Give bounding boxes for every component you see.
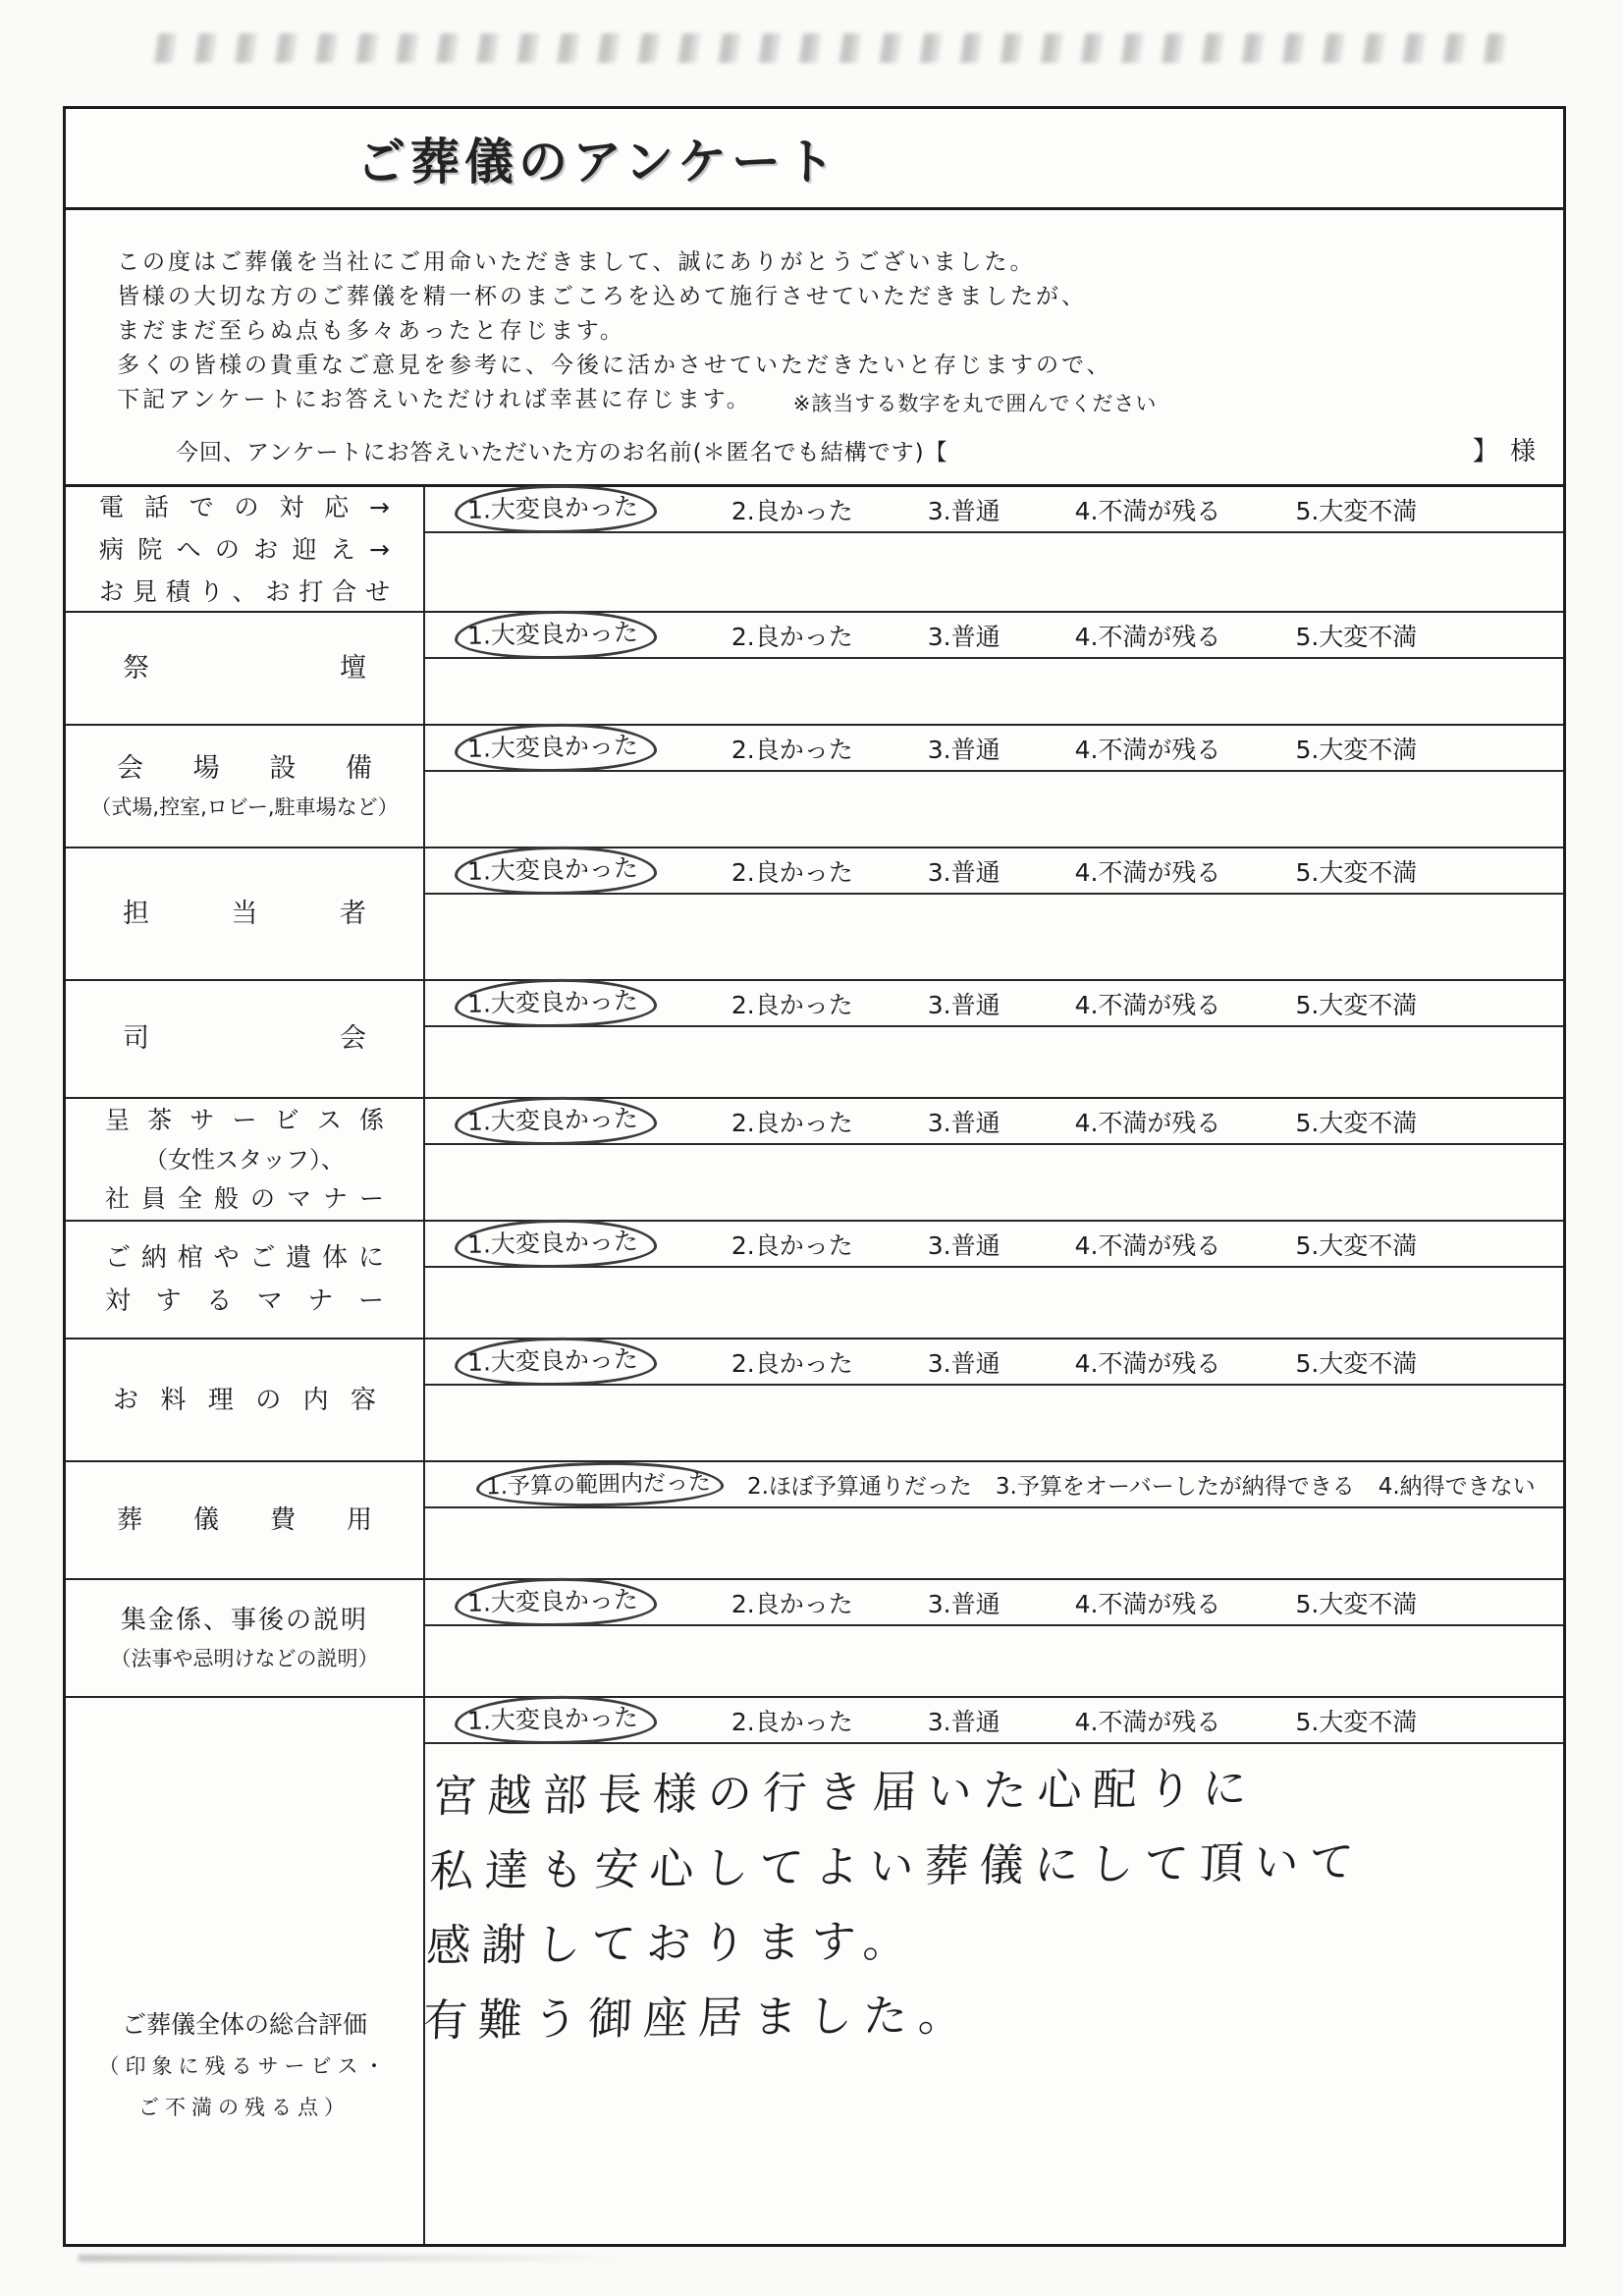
row-label: 電話での対応→ bbox=[99, 492, 390, 521]
option-2[interactable]: 2.良かった bbox=[730, 735, 853, 764]
option-3[interactable]: 3.普通 bbox=[927, 1108, 1001, 1137]
comment-space bbox=[425, 1508, 1563, 1578]
option-1-circled[interactable]: 1.大変良かった bbox=[455, 722, 658, 774]
comment-space bbox=[425, 659, 1563, 724]
row-label: 集金係、事後の説明 bbox=[120, 1606, 368, 1635]
option-2[interactable]: 2.良かった bbox=[730, 1230, 853, 1260]
survey-row-staff-in-charge bbox=[66, 848, 1563, 981]
option-1-circled[interactable]: 1.大変良かった bbox=[455, 1576, 658, 1628]
option-1-circled[interactable]: 1.大変良かった bbox=[455, 1218, 658, 1270]
option-4[interactable]: 4.不満が残る bbox=[1074, 496, 1221, 525]
row-label: お料理の内容 bbox=[113, 1385, 376, 1415]
survey-row-followup-explanation bbox=[66, 1580, 1563, 1698]
survey-row-mc bbox=[66, 981, 1563, 1099]
comment-space bbox=[425, 533, 1563, 611]
option-3[interactable]: 3.普通 bbox=[927, 1589, 1001, 1618]
budget-options bbox=[425, 1462, 1563, 1508]
row-label: （女性スタッフ）、 bbox=[144, 1145, 345, 1174]
handwritten-comment bbox=[412, 1732, 1563, 2058]
option-5[interactable]: 5.大変不満 bbox=[1295, 990, 1418, 1019]
rating-options bbox=[425, 726, 1563, 772]
option-2[interactable]: 2.良かった bbox=[730, 1707, 853, 1736]
option-5[interactable]: 5.大変不満 bbox=[1295, 1707, 1418, 1736]
option-2[interactable]: 2.良かった bbox=[730, 1348, 853, 1378]
page-title: ご葬儀のアンケート bbox=[356, 134, 839, 191]
comment-space bbox=[425, 1027, 1563, 1097]
survey-row-overall-evaluation bbox=[66, 1698, 1563, 2244]
option-3[interactable]: 3.普通 bbox=[927, 1707, 1001, 1736]
option-1-circled[interactable]: 1.大変良かった bbox=[455, 1336, 658, 1388]
option-2[interactable]: 2.良かった bbox=[730, 990, 853, 1019]
handwritten-comment-line: 感謝しております。 bbox=[425, 1914, 919, 1973]
handwritten-comment-line: 宮越部長様の行き届いた心配りに bbox=[431, 1762, 1259, 1823]
name-honorific-suffix: 】 様 bbox=[1472, 437, 1538, 466]
form-header bbox=[66, 109, 1563, 210]
option-2[interactable]: 2.良かった bbox=[730, 1589, 853, 1618]
survey-row-casketing-manners bbox=[66, 1222, 1563, 1339]
intro-text: 下記アンケートにお答えいただければ幸甚に存じます。 bbox=[117, 387, 752, 412]
rating-options bbox=[425, 1099, 1563, 1145]
survey-row-funeral-cost bbox=[66, 1462, 1563, 1580]
option-5[interactable]: 5.大変不満 bbox=[1295, 857, 1418, 887]
intro-text: この度はご葬儀を当社にご用命いただきまして、誠にありがとうございました。 bbox=[117, 249, 1036, 275]
row-label: 担当者 bbox=[123, 898, 366, 929]
option-1-circled[interactable]: 1.大変良かった bbox=[455, 1694, 658, 1746]
option-1-circled[interactable]: 1.大変良かった bbox=[455, 1095, 658, 1147]
rating-options bbox=[425, 1339, 1563, 1386]
intro-text: まだまだ至らぬ点も多々あったと存じます。 bbox=[117, 318, 625, 344]
option-4[interactable]: 4.不満が残る bbox=[1074, 1348, 1221, 1378]
option-4[interactable]: 4.不満が残る bbox=[1074, 857, 1221, 887]
row-label: 葬儀費用 bbox=[117, 1505, 372, 1535]
comment-space bbox=[425, 772, 1563, 847]
scan-edge-artifact bbox=[79, 2255, 628, 2262]
option-1-circled[interactable]: 1.大変良かった bbox=[455, 609, 658, 661]
survey-row-tea-service bbox=[66, 1099, 1563, 1222]
option-5[interactable]: 5.大変不満 bbox=[1295, 1230, 1418, 1260]
option-1-circled[interactable]: 1.大変良かった bbox=[455, 977, 658, 1029]
row-sublabel: （式場,控室,ロビー,駐車場など） bbox=[90, 794, 399, 819]
respondent-name-line bbox=[117, 431, 1543, 467]
option-3[interactable]: 3.普通 bbox=[927, 857, 1001, 887]
option-2[interactable]: 2.良かった bbox=[730, 1108, 853, 1137]
option-2[interactable]: 2.ほぼ予算通りだった bbox=[746, 1474, 972, 1500]
option-5[interactable]: 5.大変不満 bbox=[1295, 1348, 1418, 1378]
comment-space bbox=[425, 1626, 1563, 1696]
comment-space bbox=[425, 895, 1563, 979]
row-label: 病院へのお迎え→ bbox=[99, 534, 390, 564]
option-2[interactable]: 2.良かった bbox=[730, 857, 853, 887]
survey-row-food bbox=[66, 1339, 1563, 1462]
row-label: 呈茶サービス係 bbox=[105, 1105, 384, 1134]
name-prompt-label: 今回、アンケートにお答えいただいた方のお名前(＊匿名でも結構です)【 bbox=[176, 440, 948, 465]
option-5[interactable]: 5.大変不満 bbox=[1295, 1108, 1418, 1137]
circle-instruction-note: ※該当する数字を丸で囲んでください bbox=[792, 392, 1158, 415]
option-4[interactable]: 4.不満が残る bbox=[1074, 1589, 1221, 1618]
rating-options bbox=[425, 848, 1563, 895]
option-4[interactable]: 4.納得できない bbox=[1378, 1474, 1536, 1500]
option-3[interactable]: 3.普通 bbox=[927, 735, 1001, 764]
option-3[interactable]: 3.普通 bbox=[927, 990, 1001, 1019]
rating-options bbox=[425, 487, 1563, 533]
intro-section bbox=[66, 210, 1563, 487]
option-3[interactable]: 3.普通 bbox=[927, 496, 1001, 525]
option-4[interactable]: 4.不満が残る bbox=[1074, 735, 1221, 764]
row-label: 祭壇 bbox=[123, 652, 366, 683]
row-sublabel: ご不満の残る点） bbox=[138, 2096, 351, 2119]
option-4[interactable]: 4.不満が残る bbox=[1074, 990, 1221, 1019]
row-sublabel: （法事や忌明けなどの説明） bbox=[110, 1647, 379, 1670]
option-4[interactable]: 4.不満が残る bbox=[1074, 622, 1221, 651]
intro-text bbox=[117, 383, 1543, 417]
option-2[interactable]: 2.良かった bbox=[730, 496, 853, 525]
survey-row-venue-facilities bbox=[66, 726, 1563, 848]
row-label: ご納棺やご遺体に bbox=[105, 1243, 384, 1273]
option-2[interactable]: 2.良かった bbox=[730, 622, 853, 651]
intro-text: 皆様の大切な方のご葬儀を精一杯のまごころを込めて施行させていただきましたが、 bbox=[117, 284, 1087, 309]
row-label: ご葬儀全体の総合評価 bbox=[121, 2010, 367, 2039]
rating-options bbox=[425, 613, 1563, 659]
row-label: お見積り、お打合せ bbox=[99, 576, 390, 606]
option-3[interactable]: 3.普通 bbox=[927, 1348, 1001, 1378]
survey-form bbox=[63, 106, 1566, 2247]
row-label: 対するマナー bbox=[105, 1286, 384, 1316]
option-4[interactable]: 4.不満が残る bbox=[1074, 1707, 1221, 1736]
option-4[interactable]: 4.不満が残る bbox=[1074, 1108, 1221, 1137]
option-1-circled[interactable]: 1.大変良かった bbox=[455, 845, 658, 897]
comment-space bbox=[425, 1386, 1563, 1460]
option-5[interactable]: 5.大変不満 bbox=[1295, 622, 1418, 651]
row-label: 社員全般のマナー bbox=[105, 1183, 384, 1213]
intro-text: 多くの皆様の貴重なご意見を参考に、今後に活かさせていただきたいと存じますので、 bbox=[117, 353, 1112, 378]
option-5[interactable]: 5.大変不満 bbox=[1295, 735, 1418, 764]
row-label: 司会 bbox=[123, 1023, 366, 1054]
row-label: 会場設備 bbox=[117, 752, 372, 784]
option-3[interactable]: 3.予算をオーバーしたが納得できる bbox=[995, 1474, 1355, 1500]
rating-options bbox=[425, 1222, 1563, 1268]
row-sublabel: （印象に残るサービス・ bbox=[98, 2054, 391, 2078]
handwritten-comment-line: 有難う御座居ました。 bbox=[422, 1989, 975, 2048]
option-5[interactable]: 5.大変不満 bbox=[1295, 496, 1418, 525]
option-1-circled[interactable]: 1.予算の範囲内だった bbox=[476, 1459, 725, 1508]
survey-row-phone-response bbox=[66, 487, 1563, 613]
option-3[interactable]: 3.普通 bbox=[927, 1230, 1001, 1260]
handwritten-comment-line: 私達も安心してよい葬儀にして頂いて bbox=[428, 1834, 1366, 1897]
option-5[interactable]: 5.大変不満 bbox=[1295, 1589, 1418, 1618]
rating-options bbox=[425, 1580, 1563, 1626]
scan-smudge-artifact bbox=[145, 33, 1513, 63]
option-1-circled[interactable]: 1.大変良かった bbox=[455, 483, 658, 535]
comment-space bbox=[425, 1145, 1563, 1220]
rating-options bbox=[425, 981, 1563, 1027]
comment-space bbox=[425, 1268, 1563, 1338]
option-4[interactable]: 4.不満が残る bbox=[1074, 1230, 1221, 1260]
survey-row-altar bbox=[66, 613, 1563, 726]
option-3[interactable]: 3.普通 bbox=[927, 622, 1001, 651]
